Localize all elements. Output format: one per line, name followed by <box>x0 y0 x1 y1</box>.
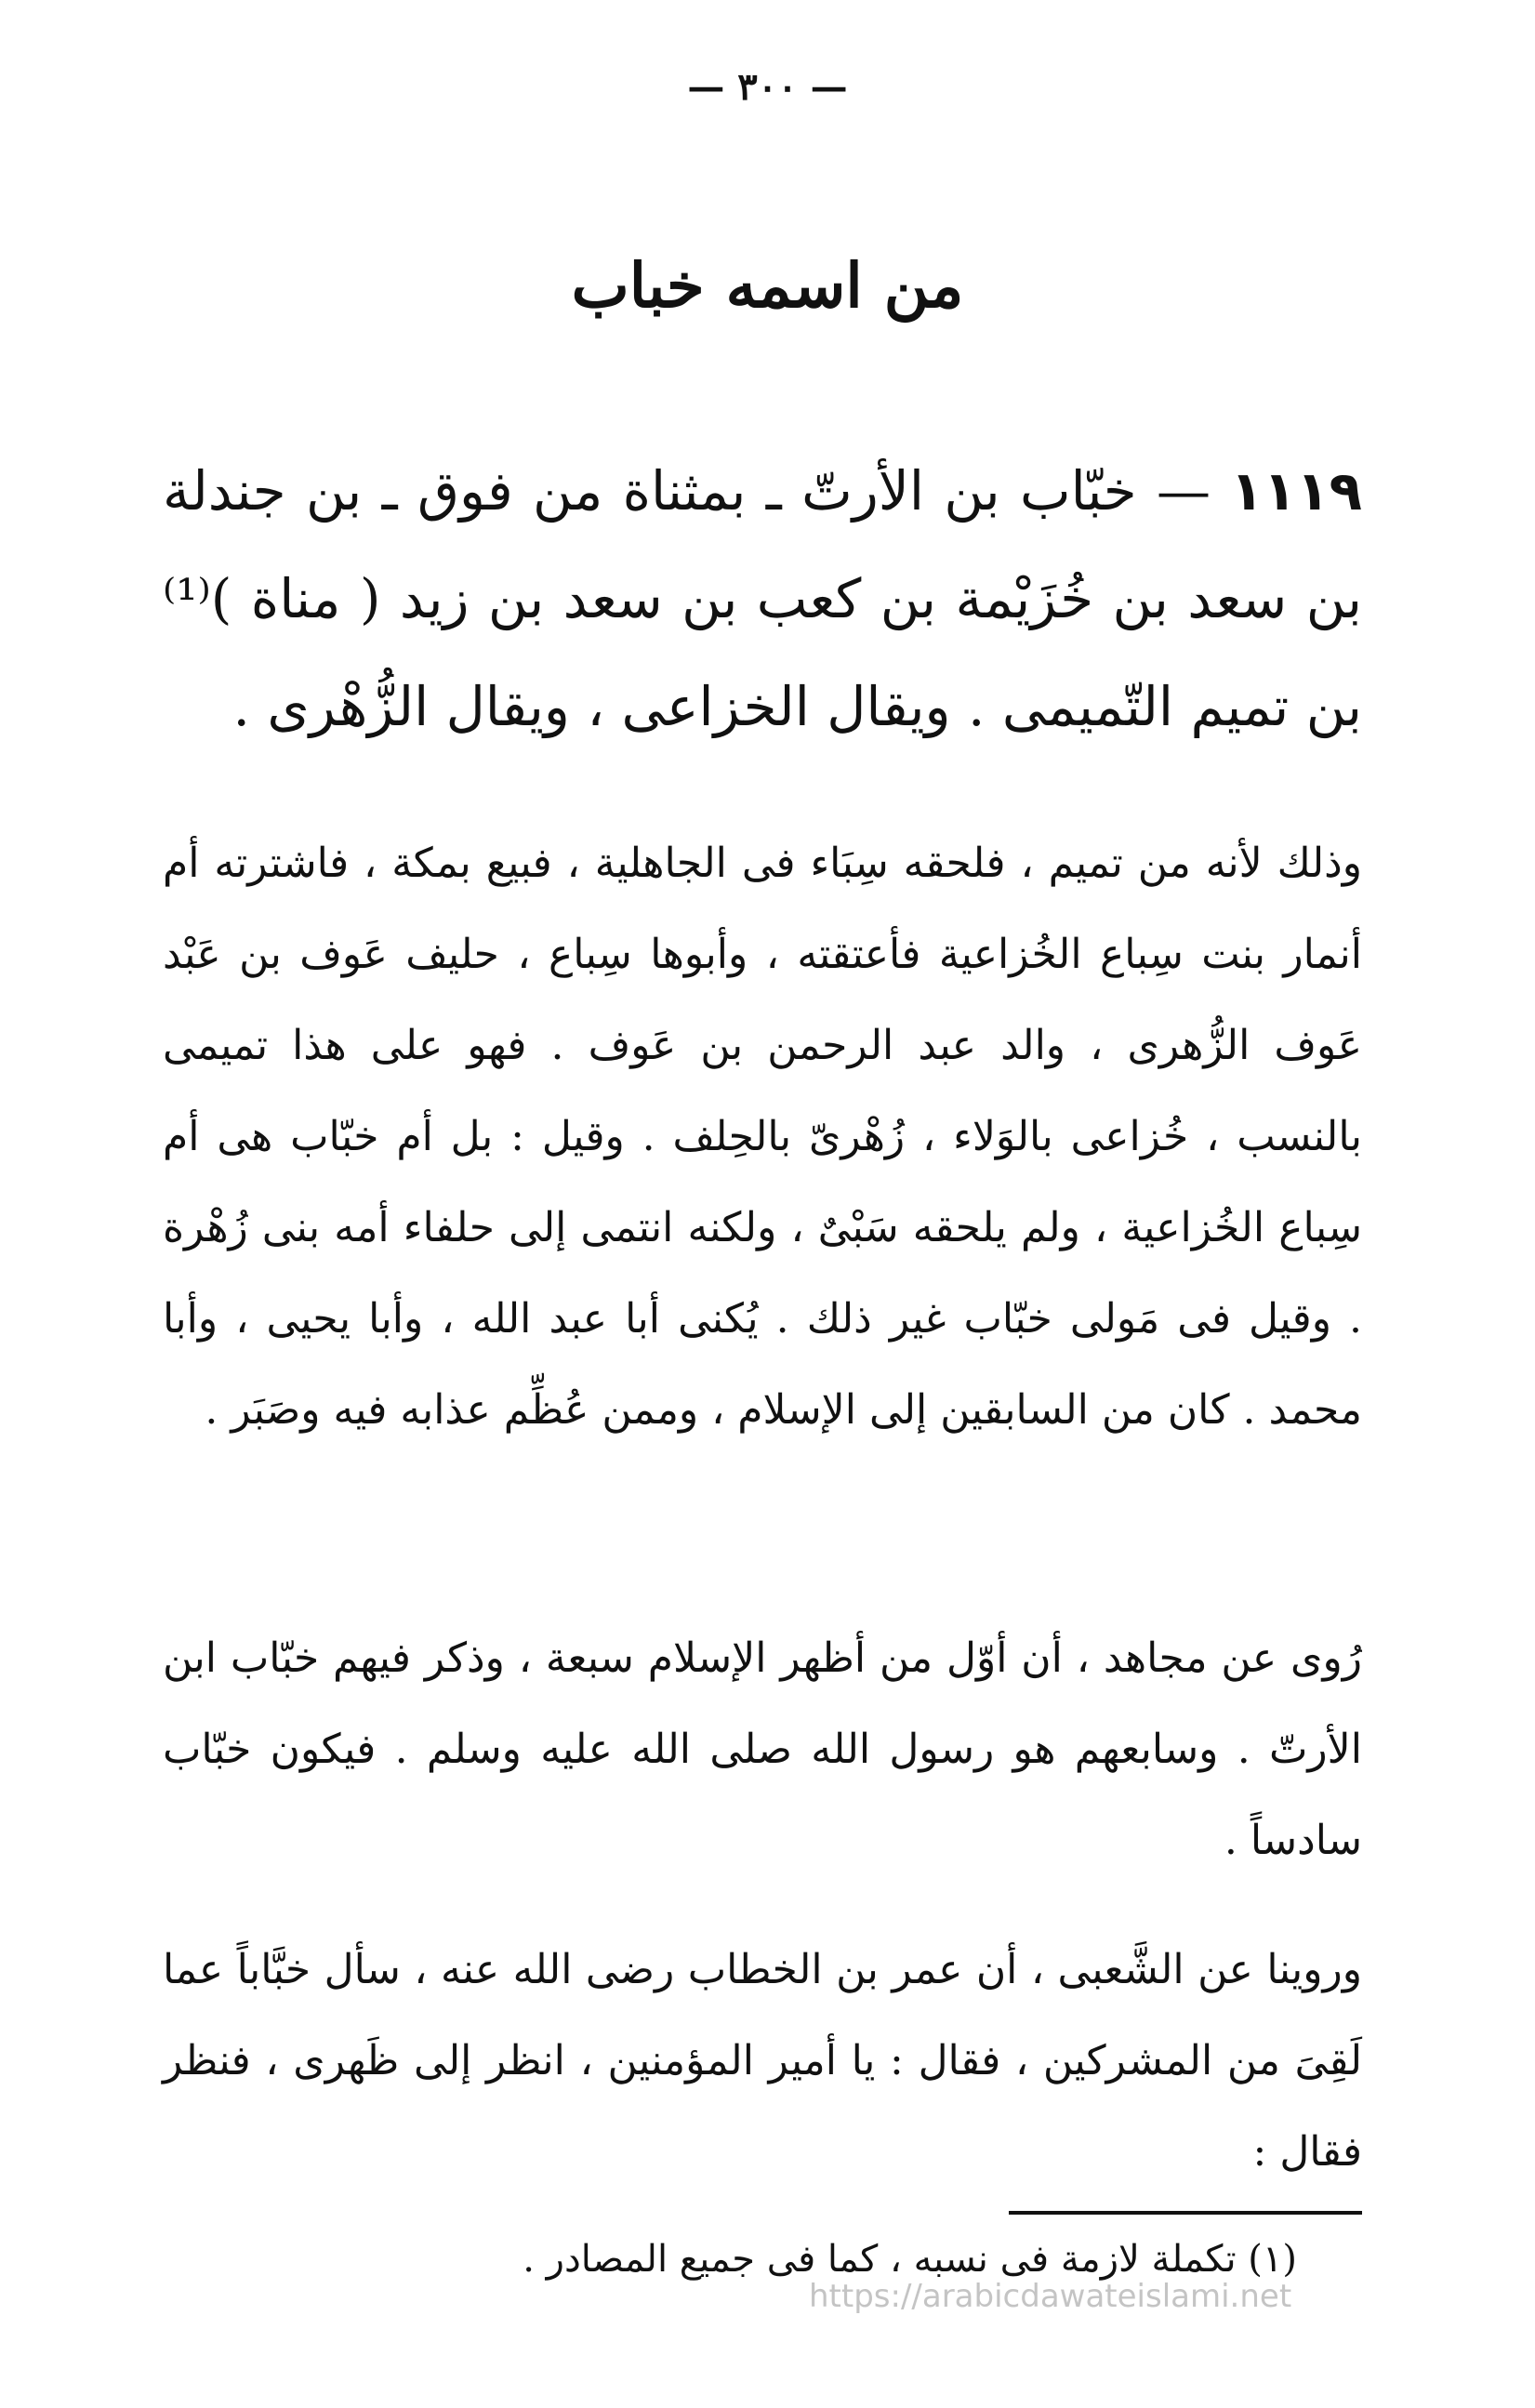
biography-entry <box>163 437 1362 761</box>
footnote: (١) تكملة لازمة فى نسبه ، كما فى جميع المصادر . <box>523 2238 1297 2281</box>
page-number: — ٣٠٠ — <box>687 65 848 109</box>
chapter-title: من اسمه خباب <box>571 249 964 322</box>
paragraph-mujahid: رُوى عن مجاهد ، أن أوّل من أظهر الإسلام سبعة ، وذكر فيهم خبّاب ابن الأرتّ . وسابعهم هو رسول الله صلى الله عليه وسلم . فيكون خبّاب سادساً . <box>163 1634 1362 1864</box>
watermark-url: https://arabicdawateislami.net <box>809 2278 1292 2315</box>
entry-text: — خبّاب بن الأرتّ ـ بمثناة من فوق ـ بن جندلة بن سعد بن خُزَيْمة بن كعب بن سعد بن زيد ( مناة )⁽¹⁾ بن تميم التّميمى . ويقال الخزاعى ، ويقال الزُّهْرى . <box>163 459 1362 738</box>
entry-number: ١١١٩ <box>1230 459 1362 523</box>
paragraph-lineage: وذلك لأنه من تميم ، فلحقه سِبَاء فى الجاهلية ، فبيع بمكة ، فاشترته أم أنمار بنت سِباع الخُزاعية فأعتقته ، وأبوها سِباع ، حليف عَوف بن عَبْد عَوف الزُّهرى ، والد عبد الرحمن بن عَوف . فهو على هذا تميمى بالنسب ، خُزاعى بالوَلاء ، زُهْرىّ بالحِلف . وقيل : بل أم خبّاب هى أم سِباع الخُزاعية ، ولم يلحقه سَبْىٌ ، ولكنه انتمى إلى حلفاء أمه بنى زُهْرة . وقيل فى مَولى خبّاب غير ذلك . يُكنى أبا عبد الله ، وأبا يحيى ، وأبا محمد . كان من السابقين إلى الإسلام ، وممن عُظِّم عذابه فيه وصَبَر . <box>163 840 1362 1434</box>
footnote-divider <box>1009 2211 1362 2215</box>
paragraph-shabi: وروينا عن الشَّعبى ، أن عمر بن الخطاب رضى الله عنه ، سأل خبَّاباً عما لَقِىَ من المشركين ، فقال : يا أمير المؤمنين ، انظر إلى ظَهرى ، فنظر فقال : <box>163 1946 1362 2176</box>
